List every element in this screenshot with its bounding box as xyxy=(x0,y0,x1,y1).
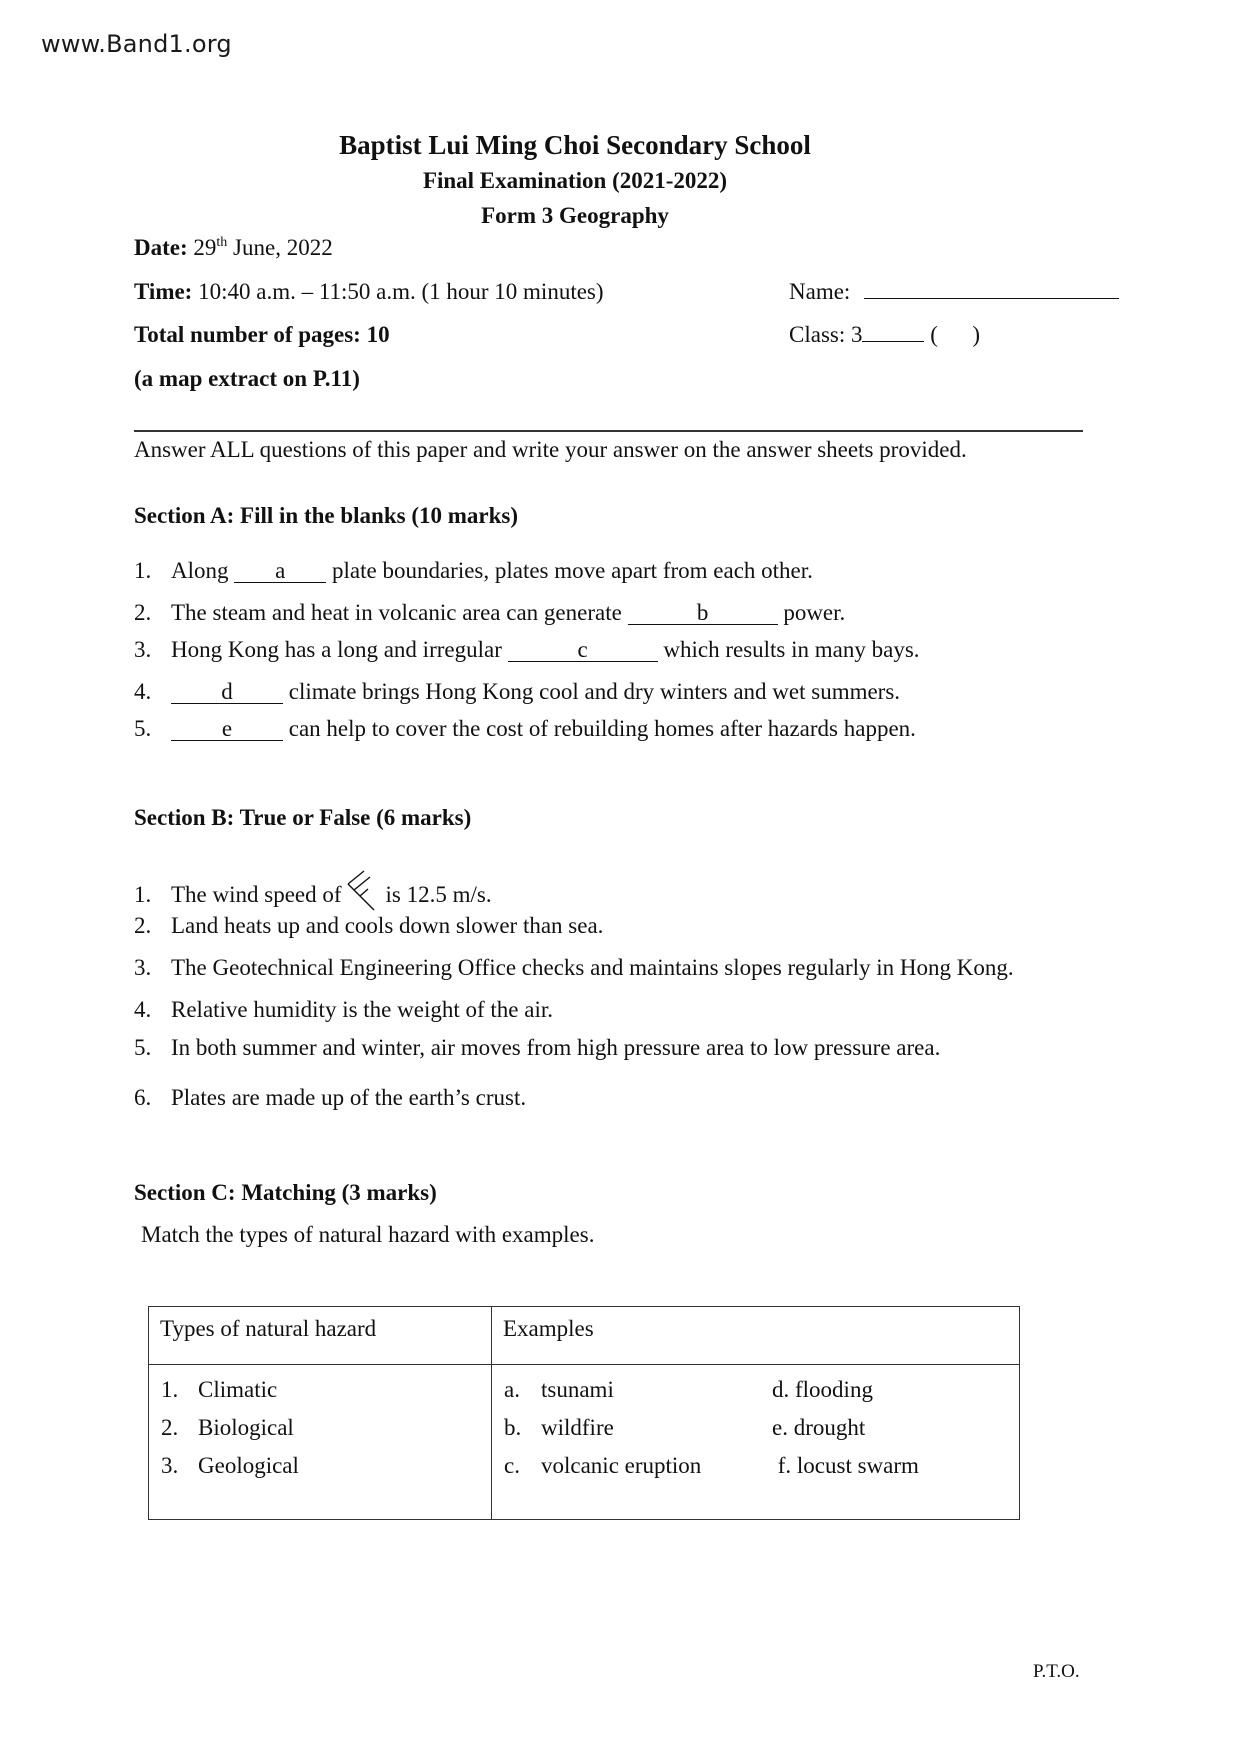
section-b-question: 3. The Geotechnical Engineering Office checks and maintains slopes regularly in Hong Kong. xyxy=(134,955,1014,980)
list-item: a. tsunami xyxy=(504,1377,614,1402)
exam-title: Final Examination (2021-2022) xyxy=(422,168,728,193)
blank-e: e xyxy=(171,718,283,741)
header-divider xyxy=(134,430,1083,432)
school-name: Baptist Lui Ming Choi Secondary School xyxy=(339,130,811,160)
date-rest: June, 2022 xyxy=(227,235,333,260)
date-label: Date: xyxy=(134,235,188,260)
section-a-question: 3. Hong Kong has a long and irregular c which results in many bays. xyxy=(134,637,920,662)
matching-table xyxy=(148,1306,1020,1520)
name-field[interactable] xyxy=(789,279,1119,305)
list-item: 1. Climatic xyxy=(161,1377,278,1402)
name-label: Name: xyxy=(789,279,851,304)
section-b-question: 5. In both summer and winter, air moves from high pressure area to low pressure area. xyxy=(134,1035,941,1060)
section-c-title: Section C: Matching (3 marks) xyxy=(134,1180,437,1205)
section-b-question: 1. The wind speed of is 12.5 m/s. xyxy=(134,870,492,912)
blank-d: d xyxy=(171,681,283,704)
section-a-question: 1. Along a plate boundaries, plates move apart from each other. xyxy=(134,558,813,583)
table-header-row xyxy=(149,1307,1020,1365)
time-label: Time: xyxy=(134,279,193,304)
class-field[interactable] xyxy=(789,322,980,348)
class-number-parens: ( ) xyxy=(930,322,981,347)
blank-c: c xyxy=(508,639,658,662)
exam-date xyxy=(134,235,333,261)
section-a-question: 5. e can help to cover the cost of rebuilding homes after hazards happen. xyxy=(134,716,916,741)
list-item: c. volcanic eruption xyxy=(504,1453,702,1478)
subject-title: Form 3 Geography xyxy=(481,203,669,228)
class-blank[interactable] xyxy=(862,341,924,342)
map-note: (a map extract on P.11) xyxy=(134,366,360,391)
list-item: d. flooding xyxy=(772,1377,873,1402)
section-b-title: Section B: True or False (6 marks) xyxy=(134,805,472,830)
list-item: b. wildfire xyxy=(504,1415,614,1440)
list-item: f. locust swarm xyxy=(772,1453,919,1478)
section-a-question: 2. The steam and heat in volcanic area can generate b power. xyxy=(134,600,846,625)
exam-time xyxy=(134,279,604,305)
table-body-row xyxy=(149,1365,1020,1520)
list-item: 3. Geological xyxy=(161,1453,299,1478)
instructions: Answer ALL questions of this paper and write your answer on the answer sheets provided. xyxy=(134,437,967,462)
section-b-question: 4. Relative humidity is the weight of the air. xyxy=(134,997,553,1022)
section-c-instruction: Match the types of natural hazard with examples. xyxy=(141,1222,595,1247)
hazard-types-cell xyxy=(149,1365,492,1520)
date-day: 29 xyxy=(193,235,217,260)
list-item: e. drought xyxy=(772,1415,866,1440)
blank-b: b xyxy=(628,602,778,625)
class-label: Class: 3 xyxy=(789,322,863,347)
section-a-question: 4. d climate brings Hong Kong cool and dry winters and wet summers. xyxy=(134,679,901,704)
column-header-types: Types of natural hazard xyxy=(149,1307,492,1365)
blank-a: a xyxy=(234,560,326,583)
section-b-question: 2. Land heats up and cools down slower than sea. xyxy=(134,913,604,938)
date-suffix: th xyxy=(216,235,228,250)
column-header-examples: Examples xyxy=(492,1307,1020,1365)
list-item: 2. Biological xyxy=(161,1415,294,1440)
name-blank[interactable] xyxy=(864,298,1119,299)
section-a-title: Section A: Fill in the blanks (10 marks) xyxy=(134,503,519,528)
watermark: www.Band1.org xyxy=(41,30,232,58)
examples-cell xyxy=(492,1365,1020,1520)
time-value: 10:40 a.m. – 11:50 a.m. (1 hour 10 minutes) xyxy=(192,279,604,304)
wind-barb-icon xyxy=(346,870,380,912)
section-b-question: 6. Plates are made up of the earth’s crust. xyxy=(134,1085,527,1110)
total-pages: Total number of pages: 10 xyxy=(134,322,390,347)
page-turn-over: P.T.O. xyxy=(1033,1661,1080,1682)
